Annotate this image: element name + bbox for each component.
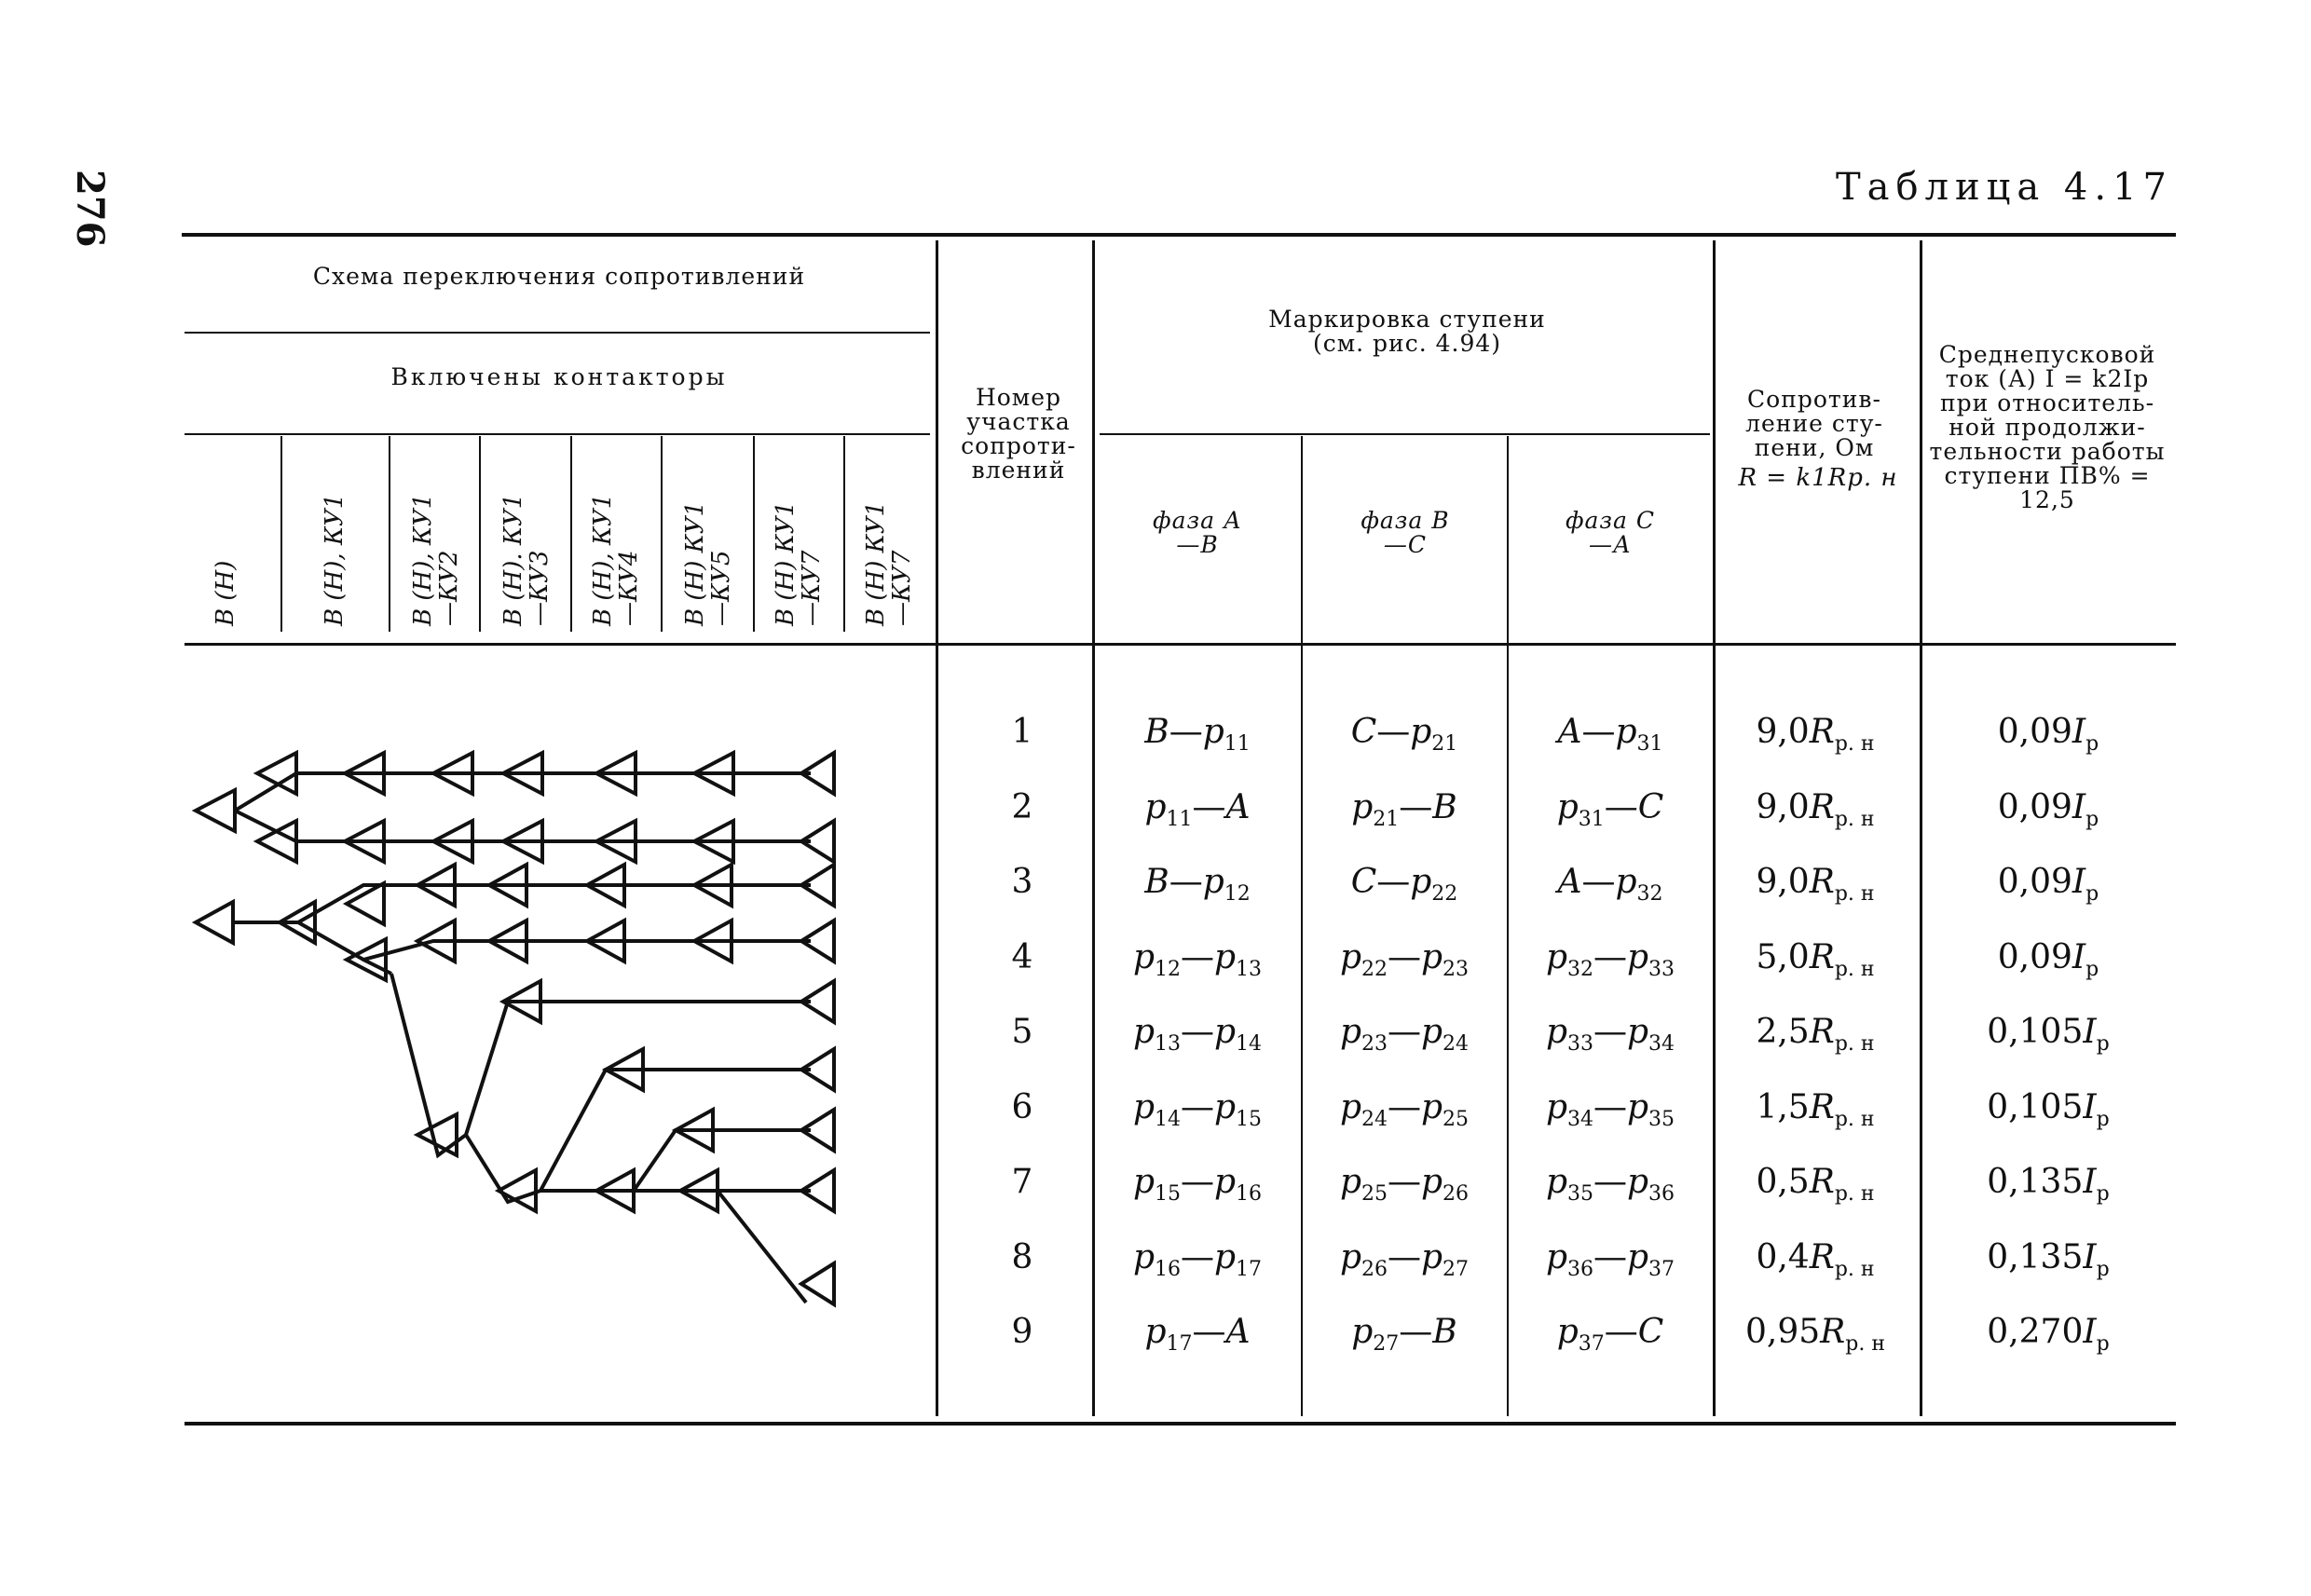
phase-ab-cell: $p_{15}—p_{16}$ (1132, 1163, 1263, 1207)
resistance-cell: $2,5R_{р. н}$ (1756, 1013, 1875, 1057)
phase-ca-cell: $p_{37}—C$ (1556, 1313, 1664, 1357)
header-resistance-formula: R = k1Rр. н (1738, 464, 1898, 492)
current-cell: $0,09I_р$ (1997, 713, 2099, 757)
current-cell: $0,09I_р$ (1997, 863, 2099, 907)
row-number: 2 (1011, 787, 1033, 826)
row-number: 8 (1011, 1237, 1033, 1276)
row-number: 4 (1011, 937, 1033, 976)
phase-bc-cell: $C—p_{22}$ (1350, 863, 1458, 907)
current-cell: $0,09I_р$ (1997, 787, 2099, 831)
rule-marking (1100, 433, 1710, 435)
phase-bc-cell: $p_{26}—p_{27}$ (1339, 1237, 1470, 1281)
phase-ca-cell: $A—p_{31}$ (1557, 713, 1663, 757)
phase-ab-cell: $B—p_{11}$ (1144, 713, 1251, 757)
current-cell: $0,270I_р$ (1987, 1313, 2110, 1357)
resistance-cell: $9,0R_{р. н}$ (1756, 787, 1875, 831)
row-number: 1 (1011, 713, 1033, 751)
page-number: 276 (68, 170, 112, 248)
phase-ab-cell: $p_{17}—A$ (1144, 1313, 1251, 1357)
row-number: 5 (1011, 1013, 1033, 1051)
switching-scheme-diagram (0, 0, 932, 1398)
phase-ab-cell: $p_{13}—p_{14}$ (1132, 1013, 1263, 1057)
contactor-col-7: В (Н) КУ1—КУ7 (772, 500, 826, 626)
phase-bc-cell: $p_{23}—p_{24}$ (1339, 1013, 1470, 1057)
bottom-rule (185, 1422, 2176, 1425)
phase-ca-cell: $p_{31}—C$ (1556, 787, 1664, 831)
contactor-col-8: В (Н) КУ1—КУ7 (862, 500, 916, 626)
resistance-cell: $9,0R_{р. н}$ (1756, 713, 1875, 757)
phase-bc-cell: $p_{22}—p_{23}$ (1339, 937, 1470, 981)
phase-ca-cell: $p_{34}—p_{35}$ (1545, 1087, 1675, 1131)
header-phase-bc: фаза В—С (1361, 507, 1450, 558)
phase-ab-cell: $p_{11}—A$ (1144, 787, 1251, 831)
current-cell: $0,105I_р$ (1987, 1087, 2110, 1131)
phase-bc-cell: $C—p_{21}$ (1350, 713, 1458, 757)
phase-bc-cell: $p_{21}—B$ (1351, 787, 1457, 831)
phase-ca-cell: $A—p_{32}$ (1557, 863, 1663, 907)
table-title: Таблица 4.17 (1835, 166, 2173, 209)
contactor-col-6: В (Н) КУ1—КУ5 (681, 500, 735, 626)
header-number: Номер участка сопроти- влений (961, 384, 1076, 484)
phase-ca-cell: $p_{32}—p_{33}$ (1545, 937, 1675, 981)
current-cell: $0,135I_р$ (1987, 1237, 2110, 1281)
header-phase-ca: фаза С—А (1565, 507, 1656, 558)
phase-ab-cell: $p_{16}—p_{17}$ (1132, 1237, 1263, 1281)
current-cell: $0,135I_р$ (1987, 1163, 2110, 1207)
header-contactors: Включены контакторы (390, 363, 728, 390)
phase-bc-cell: $p_{27}—B$ (1351, 1313, 1457, 1357)
row-number: 7 (1011, 1163, 1033, 1201)
contactor-col-4: В (Н). КУ1—КУ3 (499, 493, 554, 626)
phase-bc-cell: $p_{25}—p_{26}$ (1339, 1163, 1470, 1207)
row-number: 9 (1011, 1313, 1033, 1351)
phase-ca-cell: $p_{35}—p_{36}$ (1545, 1163, 1675, 1207)
header-current: Среднепусковой ток (А) I = k2Iр при относитель- ной продолжи- тельности работы ступени ПВ% = 12,5 (1929, 341, 2166, 513)
header-scheme: Схема переключения сопротивлений (312, 263, 806, 290)
contactor-col-5: В (Н), КУ1—КУ4 (589, 493, 643, 626)
phase-bc-cell: $p_{24}—p_{25}$ (1339, 1087, 1470, 1131)
row-number: 6 (1011, 1087, 1033, 1126)
phase-ab-cell: $p_{14}—p_{15}$ (1132, 1087, 1263, 1131)
phase-ca-cell: $p_{33}—p_{34}$ (1545, 1013, 1675, 1057)
contactor-col-3: В (Н), КУ1—КУ2 (409, 493, 463, 626)
resistance-cell: $0,95R_{р. н}$ (1745, 1313, 1885, 1357)
vrule-resistance (1920, 240, 1922, 1416)
resistance-cell: $1,5R_{р. н}$ (1756, 1087, 1875, 1131)
header-phase-ab: фаза А—В (1153, 507, 1242, 558)
resistance-cell: $5,0R_{р. н}$ (1756, 937, 1875, 981)
header-resistance: Сопротив- ление сту- пени, Ом (1745, 386, 1883, 461)
phase-ca-cell: $p_{36}—p_{37}$ (1545, 1237, 1675, 1281)
current-cell: $0,09I_р$ (1997, 937, 2099, 981)
contactor-col-1: В (Н) (212, 560, 239, 626)
current-cell: $0,105I_р$ (1987, 1013, 2110, 1057)
phase-ab-cell: $B—p_{12}$ (1144, 863, 1251, 907)
phase-ab-cell: $p_{12}—p_{13}$ (1132, 937, 1263, 981)
contactor-col-2: В (Н), КУ1 (321, 493, 349, 626)
resistance-cell: $9,0R_{р. н}$ (1756, 863, 1875, 907)
row-number: 3 (1011, 863, 1033, 901)
header-marking: Маркировка ступени (см. рис. 4.94) (1268, 306, 1546, 357)
resistance-cell: $0,5R_{р. н}$ (1756, 1163, 1875, 1207)
resistance-cell: $0,4R_{р. н}$ (1756, 1237, 1875, 1281)
